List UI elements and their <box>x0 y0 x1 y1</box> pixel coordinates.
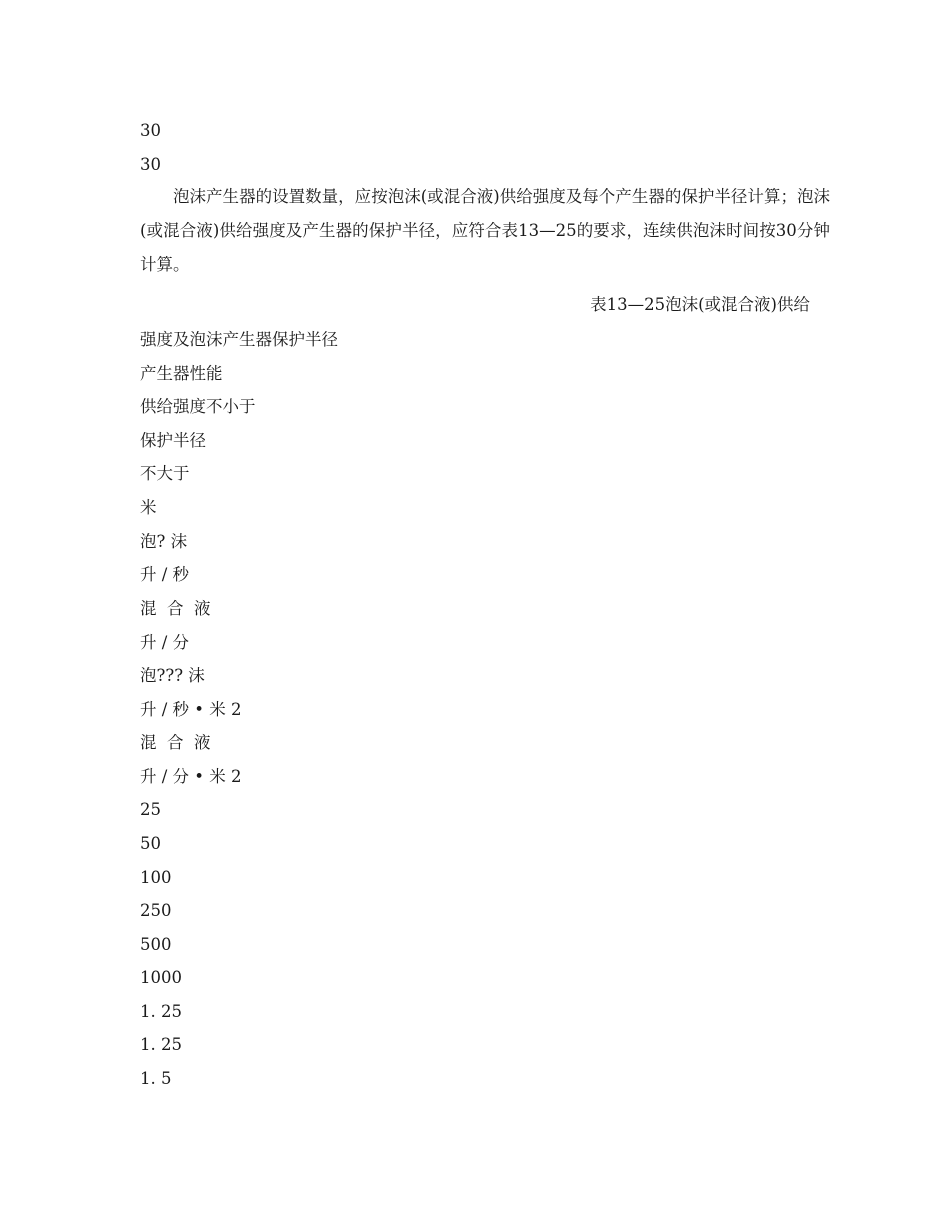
table-text-line: 升 / 分 • 米 2 <box>140 767 242 786</box>
table-text-line: 强度及泡沫产生器保护半径 <box>140 330 338 349</box>
table-text-line: 不大于 <box>140 464 190 483</box>
table-text-line: 泡??? 沫 <box>140 666 205 685</box>
value-line: 30 <box>140 155 161 174</box>
table-text-line: 保护半径 <box>140 431 206 450</box>
table-text-line: 供给强度不小于 <box>140 397 256 416</box>
table-value-line: 1000 <box>140 968 182 987</box>
table-value-line: 25 <box>140 800 161 819</box>
value-line: 30 <box>140 121 161 140</box>
body-paragraph: 泡沫产生器的设置数量，应按泡沫(或混合液)供给强度及每个产生器的保护半径计算；泡沫(或混合液)供给强度及产生器的保护半径，应符合表13—25的要求，连续供泡沫时间按30分钟计算。 <box>140 187 830 274</box>
table-value-line: 500 <box>140 935 172 954</box>
table-value-line: 1. 25 <box>140 1035 182 1054</box>
table-text-line: 泡? 沫 <box>140 532 188 551</box>
table-value-line: 1. 25 <box>140 1002 182 1021</box>
table-value-line: 1. 5 <box>140 1069 172 1088</box>
table-text-line: 米 <box>140 498 157 517</box>
table-value-line: 50 <box>140 834 161 853</box>
table-value-line: 250 <box>140 901 172 920</box>
table-text-line: 混 合 液 <box>140 733 211 752</box>
table-caption: 表13—25泡沫(或混合液)供给 <box>590 295 810 314</box>
table-text-line: 升 / 秒 • 米 2 <box>140 700 242 719</box>
table-text-line: 产生器性能 <box>140 364 223 383</box>
table-text-line: 升 / 秒 <box>140 565 190 584</box>
table-text-line: 混 合 液 <box>140 599 211 618</box>
table-text-line: 升 / 分 <box>140 633 190 652</box>
table-value-line: 100 <box>140 868 172 887</box>
